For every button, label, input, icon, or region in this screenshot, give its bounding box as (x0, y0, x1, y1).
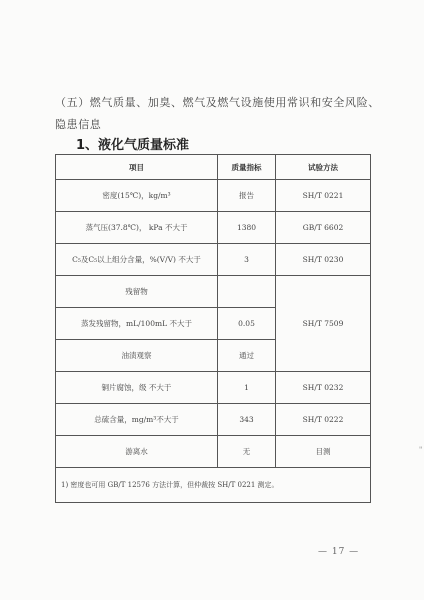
table-footnote: 1) 密度也可用 GB/T 12576 方法计算，但仲裁按 SH/T 0221 测定。 (56, 468, 371, 503)
item-cell: 密度(15℃)，kg/m³ (56, 180, 218, 212)
value-cell (218, 276, 276, 308)
table-row (56, 212, 371, 244)
page-number: — 17 — (318, 547, 360, 557)
method-cell: 目测 (276, 436, 371, 468)
intro-paragraph: （五）燃气质量、加臭、燃气及燃气设施使用常识和安全风险、隐患信息 (55, 96, 380, 131)
value-cell: 1380 (218, 212, 276, 244)
value-cell: 报告 (218, 180, 276, 212)
table-row (56, 372, 371, 404)
header-item: 项目 (56, 155, 218, 180)
item-cell: 游离水 (56, 436, 218, 468)
table-row (56, 404, 371, 436)
section-title: 1、液化气质量标准 (76, 138, 190, 153)
item-cell: 油渍观察 (56, 340, 218, 372)
item-cell: 蒸气压(37.8℃)， kPa 不大于 (56, 212, 218, 244)
value-cell: 通过 (218, 340, 276, 372)
item-cell: C₅及C₅以上组分含量，%(V/V) 不大于 (56, 244, 218, 276)
value-cell: 1 (218, 372, 276, 404)
item-cell: 总硫含量，mg/m³不大于 (56, 404, 218, 436)
table-row (56, 436, 371, 468)
item-cell: 铜片腐蚀，级 不大于 (56, 372, 218, 404)
edge-mark: " (419, 446, 423, 454)
table-row (56, 276, 371, 308)
quality-standard-table (55, 154, 371, 503)
method-cell: SH/T 7509 (276, 276, 371, 372)
table-row (56, 244, 371, 276)
method-cell: SH/T 0221 (276, 180, 371, 212)
value-cell: 0.05 (218, 308, 276, 340)
method-cell: SH/T 0222 (276, 404, 371, 436)
header-quality-index: 质量指标 (218, 155, 276, 180)
method-cell: SH/T 0232 (276, 372, 371, 404)
header-test-method: 试验方法 (276, 155, 371, 180)
item-cell: 蒸发残留物，mL/100mL 不大于 (56, 308, 218, 340)
table-note-row (56, 468, 371, 503)
value-cell: 3 (218, 244, 276, 276)
item-cell: 残留物 (56, 276, 218, 308)
value-cell: 无 (218, 436, 276, 468)
table-row (56, 180, 371, 212)
method-cell: GB/T 6602 (276, 212, 371, 244)
method-cell: SH/T 0230 (276, 244, 371, 276)
table-header-row (56, 155, 371, 180)
value-cell: 343 (218, 404, 276, 436)
